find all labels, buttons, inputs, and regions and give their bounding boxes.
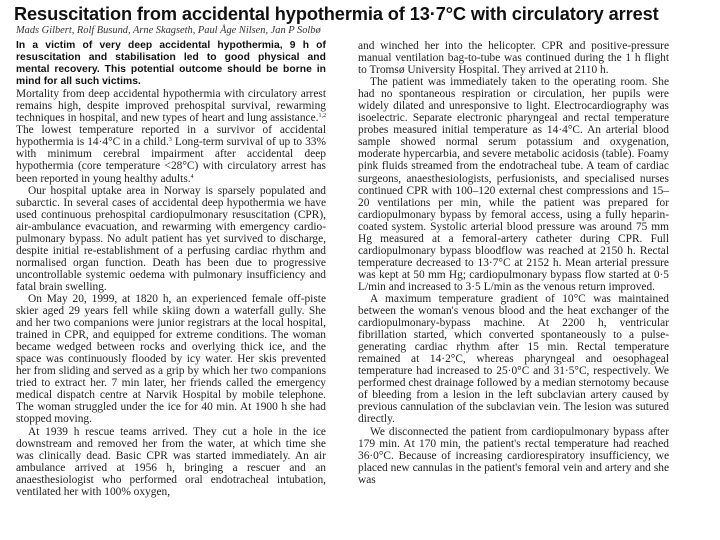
body-paragraph: Our hospital uptake area in Norway is sparsely populated and subarctic. In several cases of accidental deep hypothermia we have used continuous prehospital cardiopulmonary resuscitation (CPR), air-ambulance evacuation, and rewarming with emergency cardio-pulmonary bypass. No adult patient has yet survived to discharge, despite initial re-establishment of a perfusing cardiac rhythm and normalised organ function. Death has been due to progressive uncontrollable systemic oedema with pulmonary insufficiency and fatal brain swelling. — [16, 184, 326, 293]
citation-ref: 1,2 — [318, 113, 326, 120]
body-paragraph: and winched her into the helicopter. CPR and positive-pressure manual ventilation bag-to-tube was continued during the 1 h flight to Tromsø University Hospital. They arrived at 2110 h. — [358, 40, 669, 77]
left-column — [16, 40, 326, 498]
body-paragraph: The patient was immediately taken to the operating room. She had no spontaneous respiration or circulation, her pupils were widely dilated and unresponsive to light. Electrocardiography was isoelectric. Separate electronic pharyngeal and rectal temperature probes measured initial temperature as 14·4°C. An arterial blood sample showed normal serum potassium and oxygenation, moderate hypercarbia, and severe metabolic acidosis (table). Foamy pink fluids streamed from the endotracheal tube. A team of cardiac surgeons, anaesthesiologists, perfusionists, and specialised nurses continued CPR with 100–120 external chest compressions and 15–20 ventilations per min, while the patient was prepared for cardiopulmonary bypass by femoral access, using a fully heparin-coated system. Systolic arterial blood pressure was around 75 mm Hg measured at a femoral-artery catheter during CPR. Full cardiopulmonary bypass bloodflow was reached at 2150 h. Rectal temperature decreased to 13·7°C at 2152 h. Mean arterial pressure was kept at 50 mm Hg; cardiopulmonary bypass flow started at 0·5 L/min and increased to 3·5 L/min as the venous return improved. — [358, 76, 669, 293]
citation-ref: 3 — [168, 137, 172, 144]
article-authors: Mads Gilbert, Rolf Busund, Arne Skagseth, Paul Åge Nilsen, Jan P Solbø — [16, 24, 321, 36]
body-paragraph: A maximum temperature gradient of 10°C was maintained between the woman's venous blood and the heat exchanger of the cardiopulmonary-bypass machine. At 2200 h, ventricular fibrillation started, which converted spontaneously to a pulse-generating cardiac rhythm after 15 min. Rectal temperature remained at 14·2°C, whereas pharyngeal and oesophageal temperature had increased to 25·0°C and 31·5°C, respectively. We performed chest drainage followed by a median sternotomy because of bleeding from a lesion in the left subclavian artery caused by previous cannulation of the subclavian vein. The lesion was sutured directly. — [358, 292, 669, 426]
intro-text-c: Long-term survival of up to 33% with minimum cerebral impairment after accidental deep hypothermia (core temperature <28°C) with circulatory arrest has been reported in young healthy adults. — [16, 136, 326, 185]
body-paragraph: At 1939 h rescue teams arrived. They cut a hole in the ice downstream and removed her from the water, at which time she was clinically dead. Basic CPR was started immediately. An air ambulance arrived at 1956 h, bringing a rescuer and an anaesthesiologist who performed oral endotracheal intubation, ventilated her with 100% oxygen, — [16, 425, 326, 498]
citation-ref: 4 — [190, 173, 194, 180]
intro-paragraph — [16, 88, 326, 184]
article-title: Resuscitation from accidental hypothermia of 13·7°C with circulatory arrest — [14, 4, 659, 24]
body-paragraph: On May 20, 1999, at 1820 h, an experienced female off-piste skier aged 29 years fell while skiing down a waterfall gully. She and her two companions were junior registrars at the local hospital, trained in CPR, and equipped for extreme conditions. The woman became wedged between rocks and overlying thick ice, and the space was continuously flooded by icy water. Her skis prevented her from sliding and served as a grip by which her two companions tried to extract her. 7 min later, her friends called the emergency medical dispatch centre at Narvik Hospital by mobile telephone. The woman struggled under the ice for 40 min. At 1900 h she had stopped moving. — [16, 292, 326, 426]
body-paragraph: We disconnected the patient from cardiopulmonary bypass after 179 min. At 170 min, the patient's rectal temperature had reached 36·0°C. Because of increasing cardiorespiratory insufficiency, we placed new cannulas in the patient's femoral vein and artery and she was — [358, 425, 669, 486]
intro-text-a: Mortality from deep accidental hypothermia with circulatory arrest remains high, despite improved prehospital survival, rewarming techniques in hospital, and new types of heart and lung assistance. — [16, 88, 326, 125]
right-column — [358, 40, 669, 486]
summary-paragraph: In a victim of very deep accidental hypothermia, 9 h of resuscitation and stabilisation led to good physical and mental recovery. This potential outcome should be borne in mind for all such victims. — [16, 40, 326, 88]
intro-text-b: The lowest temperature reported in a survivor of accidental hypothermia is 14·4°C in a child. — [16, 124, 326, 149]
